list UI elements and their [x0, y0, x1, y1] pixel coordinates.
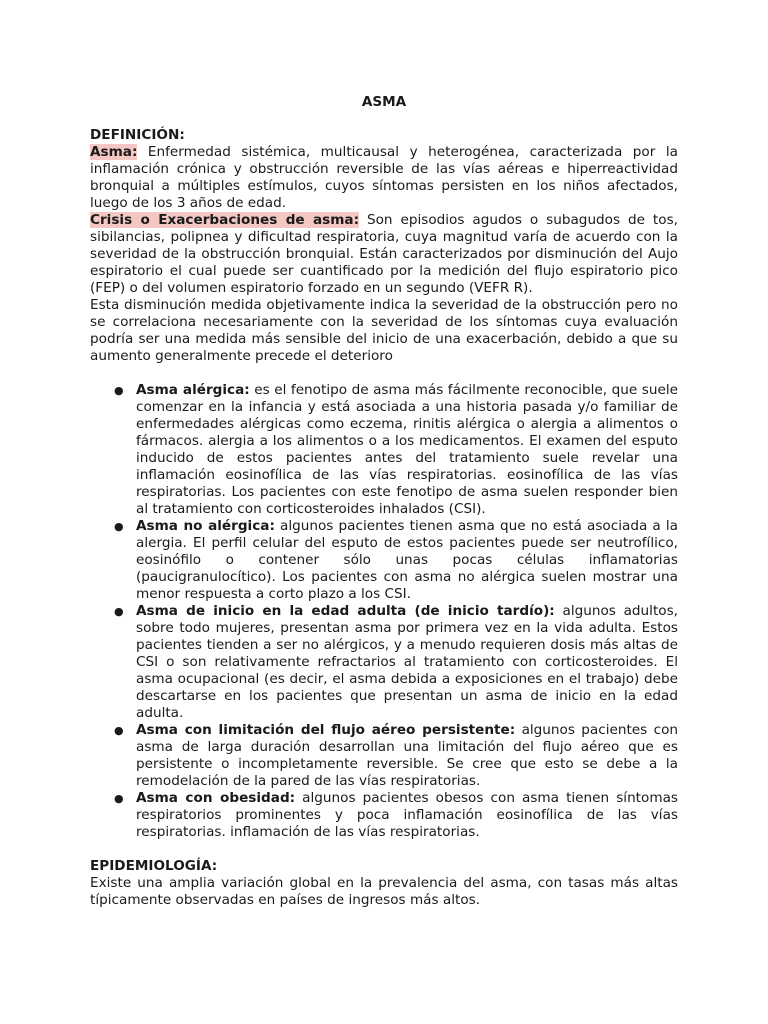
bullet-icon: ●	[114, 724, 124, 737]
bullet-icon: ●	[114, 520, 124, 533]
type-term: Asma no alérgica:	[136, 518, 275, 534]
bullet-icon: ●	[114, 792, 124, 805]
type-term: Asma con limitación del flujo aéreo persistente:	[136, 722, 516, 738]
definition-paragraph: Esta disminución medida objetivamente indica la severidad de la obstrucción pero no se correlaciona necesariamente con la severidad de los síntomas cuya evaluación podría ser una medida más sensible del inicio de una exacerbación, debido a que su aumento generalmente precede el deterioro	[90, 297, 678, 364]
type-term: Asma alérgica:	[136, 382, 250, 398]
type-text: algunos pacientes tienen asma que no está asociada a la alergia. El perfil celular del esputo de estos pacientes puede ser neutrofílico, eosinófilo o contener sólo unas pocas células inflamatorias (paucigranulocítico). Los pacientes con asma no alérgica suelen mostrar una menor respuesta a corto plazo a los CSI.	[136, 518, 678, 602]
bullet-icon: ●	[114, 605, 124, 618]
type-term: Asma de inicio en la edad adulta (de inicio tardío):	[136, 603, 555, 619]
asma-definition-text: Enfermedad sistémica, multicausal y heterogénea, caracterizada por la inflamación crónica y obstrucción reversible de las vías aéreas e hiperreactividad bronquial a múltiples estímulos, cuyos síntomas persisten en los niños afectados, luego de los 3 años de edad.	[90, 144, 678, 211]
crisis-term-highlight: Crisis o Exacerbaciones de asma:	[90, 212, 360, 228]
list-item	[114, 603, 678, 722]
list-item	[114, 790, 678, 841]
list-item	[114, 382, 678, 518]
bullet-icon: ●	[114, 384, 124, 397]
document-page	[90, 94, 678, 909]
crisis-definition-text: Son episodios agudos o subagudos de tos, sibilancias, polipnea y dificultad respiratoria, cuya magnitud varía de acuerdo con la severidad de la obstrucción bronquial. Están caracterizados por disminución del Aujo espiratorio el cual puede ser cuantificado por la medición del flujo espiratorio pico (FEP) o del volumen espiratorio forzado en un segundo (VEFR R).	[90, 212, 678, 296]
crisis-definition	[90, 212, 678, 297]
list-item	[114, 518, 678, 603]
type-text: algunos pacientes con asma de larga duración desarrollan una limitación del flujo aéreo que es persistente o incompletamente reversible. Se cree que esto se debe a la remodelación de la pared de las vías respiratorias.	[136, 722, 679, 789]
epidemiology-text: Existe una amplia variación global en la prevalencia del asma, con tasas más altas típicamente observadas en países de ingresos más altos.	[90, 875, 678, 908]
asma-term-highlight: Asma:	[90, 144, 138, 160]
list-item	[114, 722, 679, 790]
asma-definition	[90, 144, 678, 212]
definition-heading: DEFINICIÓN:	[90, 127, 185, 143]
section-spacer	[90, 841, 678, 858]
type-text: algunos pacientes obesos con asma tienen síntomas respiratorios prominentes y poca inflamación eosinofílica de las vías respiratorias. inflamación de las vías respiratorias.	[136, 790, 678, 840]
asthma-types-list	[90, 382, 678, 841]
type-term: Asma con obesidad:	[136, 790, 296, 806]
document-title: ASMA	[361, 94, 407, 110]
type-text: algunos adultos, sobre todo mujeres, presentan asma por primera vez en la vida adulta. Estos pacientes tienden a ser no alérgicos, y a menudo requieren dosis más altas de CSI o son relativamente refractarios al tratamiento con corticosteroides. El asma ocupacional (es decir, el asma debida a exposiciones en el trabajo) debe descartarse en los pacientes que presentan un asma de inicio en la edad adulta.	[136, 603, 678, 721]
type-text: es el fenotipo de asma más fácilmente reconocible, que suele comenzar en la infancia y está asociada a una historia pasada y/o familiar de enfermedades alérgicas como eczema, rinitis alérgica o alergia a alimentos o fármacos. alergia a los alimentos o a los medicamentos. El examen del esputo inducido de estos pacientes antes del tratamiento suele revelar una inflamación eosinofílica de las vías respiratorias. eosinofílica de las vías respiratorias. Los pacientes con este fenotipo de asma suelen responder bien al tratamiento con corticosteroides inhalados (CSI).	[136, 382, 678, 517]
epidemiology-heading: EPIDEMIOLOGÍA:	[90, 858, 218, 874]
